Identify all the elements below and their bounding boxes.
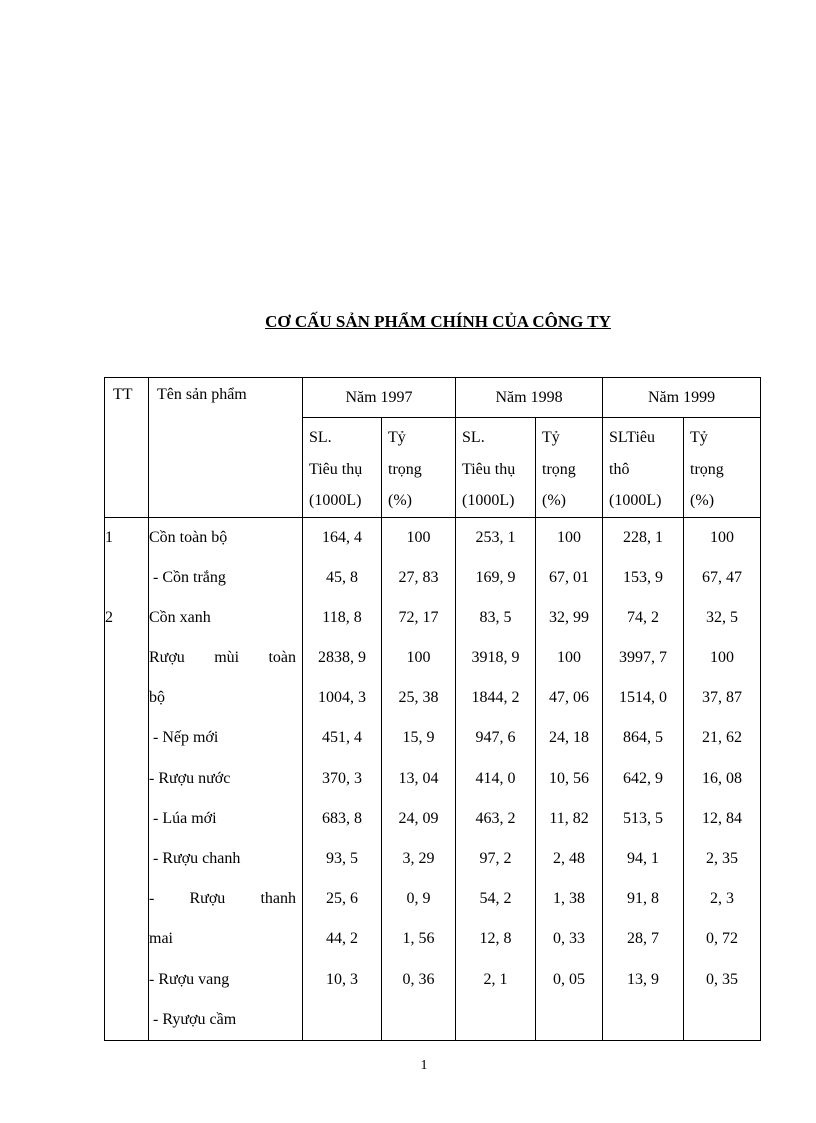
header-year-1997: Năm 1997 — [303, 378, 456, 418]
value-cell: 16, 08 — [702, 769, 743, 787]
value-cell: 97, 2 — [479, 850, 512, 867]
ty-1999-column — [684, 517, 761, 1040]
value-cell: 0, 05 — [553, 970, 586, 988]
page-number: 1 — [420, 1058, 428, 1073]
value-cell: 0, 36 — [402, 970, 435, 988]
value-cell: 463, 2 — [475, 809, 516, 827]
value-cell: 54, 2 — [479, 890, 512, 908]
value-cell: 12, 8 — [479, 930, 512, 948]
value-cell: 11, 82 — [549, 809, 589, 827]
value-cell: 1, 56 — [402, 930, 435, 948]
product-line: - Lúa mới — [149, 809, 217, 827]
value-cell: 27, 83 — [398, 568, 439, 586]
ty-1998-column — [536, 517, 603, 1040]
header-row-years — [105, 378, 761, 418]
header-year-1998: Năm 1998 — [456, 378, 603, 418]
value-cell: 21, 62 — [702, 729, 743, 747]
value-cell: 683, 8 — [322, 809, 362, 827]
value-cell: 72, 17 — [398, 608, 439, 626]
header-product: Tên sản phẩm — [149, 378, 303, 518]
value-cell: 2, 35 — [706, 850, 739, 867]
value-cell: 12, 84 — [702, 809, 743, 827]
tt-number: 2 — [105, 608, 113, 626]
header-ty-1998: Tỷ trọng (%) — [536, 418, 603, 518]
product-line: Cồn toàn bộ — [149, 528, 228, 546]
product-structure-table — [104, 377, 761, 1041]
value-cell: 153, 9 — [623, 568, 664, 586]
sl-1997-column — [303, 517, 382, 1040]
header-tt: TT — [105, 378, 149, 518]
value-cell: 100 — [406, 649, 431, 667]
value-cell: 2, 1 — [483, 970, 508, 988]
value-cell: 67, 01 — [549, 568, 590, 586]
value-cell: 3, 29 — [402, 850, 435, 867]
value-cell: 1004, 3 — [318, 689, 366, 707]
product-line: mai — [149, 930, 173, 948]
value-cell: 32, 5 — [706, 608, 739, 626]
value-cell: 2, 48 — [553, 850, 586, 867]
product-line: - Cồn trắng — [149, 568, 226, 586]
sl-1998-column — [456, 517, 536, 1040]
value-cell: 118, 8 — [322, 608, 362, 626]
product-line: Rượu mùi toàn — [149, 649, 296, 667]
header-sl-1999: SLTiêu thô (1000L) — [603, 418, 684, 518]
value-cell: 164, 4 — [322, 528, 362, 546]
value-cell: 370, 3 — [322, 769, 362, 787]
value-cell: 0, 35 — [706, 970, 739, 988]
value-cell: 47, 06 — [549, 689, 590, 707]
value-cell: 414, 0 — [475, 769, 516, 787]
value-cell: 93, 5 — [326, 850, 358, 867]
value-cell: 0, 72 — [706, 930, 739, 948]
ty-1997-column — [382, 517, 456, 1040]
value-cell: 1, 38 — [553, 890, 586, 908]
value-cell: 45, 8 — [326, 568, 358, 586]
product-line: - Nếp mới — [149, 729, 219, 747]
value-cell: 2, 3 — [710, 890, 735, 908]
header-ty-1997: Tỷ trọng (%) — [382, 418, 456, 518]
value-cell: 642, 9 — [623, 769, 664, 787]
document-title: CƠ CẤU SẢN PHẨM CHÍNH CỦA CÔNG TY — [265, 312, 611, 331]
value-cell: 13, 04 — [398, 769, 439, 787]
product-line: - Rượu nước — [149, 769, 231, 787]
value-cell: 451, 4 — [322, 729, 362, 747]
value-cell: 13, 9 — [627, 970, 660, 988]
header-year-1999: Năm 1999 — [603, 378, 761, 418]
value-cell: 100 — [557, 528, 582, 546]
product-line: - Rượu thanh — [149, 890, 296, 908]
value-cell: 3997, 7 — [619, 649, 668, 667]
value-cell: 74, 2 — [627, 608, 660, 626]
value-cell: 10, 3 — [326, 970, 358, 988]
value-cell: 32, 99 — [549, 608, 590, 626]
value-cell: 25, 38 — [398, 689, 439, 707]
value-cell: 100 — [710, 649, 735, 667]
value-cell: 15, 9 — [402, 729, 435, 747]
product-name-column — [149, 517, 303, 1040]
value-cell: 91, 8 — [627, 890, 660, 908]
value-cell: 83, 5 — [479, 608, 512, 626]
value-cell: 0, 9 — [406, 890, 431, 908]
product-line: - Rượu vang — [149, 970, 230, 988]
value-cell: 3918, 9 — [471, 649, 520, 667]
value-cell: 864, 5 — [623, 729, 664, 747]
value-cell: 25, 6 — [326, 890, 358, 908]
value-cell: 100 — [710, 528, 735, 546]
product-line: - Rượu chanh — [149, 850, 241, 867]
value-cell: 100 — [557, 649, 582, 667]
value-cell: 513, 5 — [623, 809, 664, 827]
product-line: - Ryượu cầm — [149, 1010, 237, 1028]
header-sl-1998: SL. Tiêu thụ (1000L) — [456, 418, 536, 518]
sl-1999-column — [603, 517, 684, 1040]
value-cell: 228, 1 — [623, 528, 664, 546]
value-cell: 253, 1 — [475, 528, 516, 546]
value-cell: 67, 47 — [702, 568, 743, 586]
value-cell: 1514, 0 — [619, 689, 668, 707]
header-sl-1997: SL. Tiêu thụ (1000L) — [303, 418, 382, 518]
value-cell: 947, 6 — [475, 729, 516, 747]
product-line: bộ — [149, 689, 165, 707]
value-cell: 10, 56 — [549, 769, 590, 787]
value-cell: 100 — [406, 528, 431, 546]
value-cell: 37, 87 — [702, 689, 743, 707]
value-cell: 1844, 2 — [471, 689, 520, 707]
product-line: Cồn xanh — [149, 608, 211, 626]
value-cell: 169, 9 — [475, 568, 516, 586]
tt-number: 1 — [105, 528, 113, 546]
value-cell: 24, 18 — [549, 729, 590, 747]
value-cell: 24, 09 — [398, 809, 439, 827]
value-cell: 28, 7 — [627, 930, 660, 948]
value-cell: 0, 33 — [553, 930, 586, 948]
header-ty-1999: Tỷ trọng (%) — [684, 418, 761, 518]
value-cell: 2838, 9 — [318, 649, 366, 667]
table-body-row — [105, 517, 761, 1040]
tt-column — [105, 517, 149, 1040]
value-cell: 94, 1 — [627, 850, 660, 867]
value-cell: 44, 2 — [326, 930, 358, 948]
